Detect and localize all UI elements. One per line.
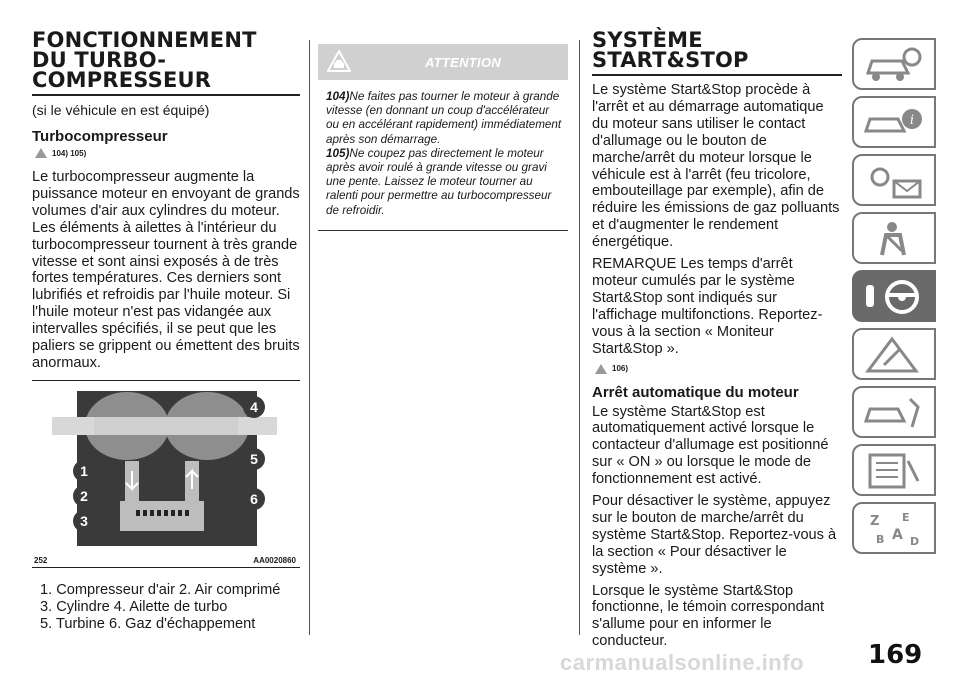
figure-code: AA0020860 xyxy=(253,556,296,565)
svg-text:D: D xyxy=(910,535,920,548)
light-message-icon xyxy=(862,161,926,201)
page-number: 169 xyxy=(868,640,923,670)
tab-emergency[interactable] xyxy=(852,328,936,380)
svg-text:A: A xyxy=(892,527,903,543)
callout-3: 3 xyxy=(80,513,88,529)
callout-5: 5 xyxy=(250,451,258,467)
chapter-tabs xyxy=(852,38,936,560)
warning-triangle-icon xyxy=(594,363,608,375)
seatbelt-icon xyxy=(862,219,926,259)
car-search-icon xyxy=(862,45,926,85)
turbo-subtitle: (si le véhicule en est équipé) xyxy=(32,102,210,118)
steering-wheel-icon xyxy=(862,277,926,317)
svg-text:Z: Z xyxy=(870,514,880,529)
turbo-title: FONCTIONNEMENT DU TURBO- COMPRESSEUR xyxy=(32,30,300,96)
startstop-p1: Le système Start&Stop est automatiquement activé lorsque le contacteur d'allumage est positionné sur « ON » ou lorsque le mode de fonctionnement est activé. xyxy=(592,403,829,488)
attention-item: 104)Ne faites pas tourner le moteur à grande vitesse (en donnant un coup d'accélérateur ou en accélérant rapidement) immédiatement après son démarrage. xyxy=(326,90,562,146)
startstop-title: SYSTÈME START&STOP xyxy=(592,30,842,76)
callout-1: 1 xyxy=(80,463,88,479)
alphabet-index-icon xyxy=(862,509,926,549)
startstop-ref: 106) xyxy=(594,363,842,375)
callout-4: 4 xyxy=(250,399,258,415)
column-divider xyxy=(579,40,580,635)
warning-tools-icon xyxy=(862,335,926,375)
turbo-refs: 104) 105) xyxy=(34,147,300,159)
turbo-body: Le turbocompresseur augmente la puissance moteur en envoyant de grands volumes d'air aux cylindres du moteur. Les éléments à ailettes à l'intérieur du turbocompresseur tournent à très grande vitesse et sont ainsi exposés à de très fortes températures. Ces derniers sont lubrifiés et refroidis par l'huile moteur. Si l'huile moteur n'est pas vidangée aux intervalles spécifiés, il se peut que les paliers se grippent ou émettent des bruits anormaux. xyxy=(32,169,300,371)
legend-line: 3. Cylindre 4. Ailette de turbo xyxy=(40,598,228,615)
attention-title: ATTENTION xyxy=(424,55,502,70)
attention-box xyxy=(318,44,568,231)
column-divider xyxy=(309,40,310,635)
tab-lights-messages[interactable] xyxy=(852,154,936,206)
figure-caption xyxy=(34,556,296,565)
tab-index[interactable] xyxy=(852,502,936,554)
figure-legend xyxy=(40,582,310,632)
attention-item: 105)Ne coupez pas directement le moteur après avoir roulé à grande vitesse ou gravi une pente. Laissez le moteur tourner au ralenti pour permettre au turbocompresseur de refroidir. xyxy=(326,146,552,217)
turbo-figure xyxy=(32,380,300,568)
startstop-p3: Lorsque le système Start&Stop fonctionne, le témoin correspondant s'allume pour en informer le conducteur. xyxy=(592,582,825,650)
turbocharger-illustration xyxy=(32,381,300,567)
legend-line: 1. Compresseur d'air 2. Air comprimé xyxy=(40,582,281,598)
attention-header xyxy=(318,44,568,80)
legend-line: 5. Turbine 6. Gaz d'échappement xyxy=(40,615,256,632)
tab-car-overview[interactable] xyxy=(852,38,936,90)
svg-text:i: i xyxy=(909,113,915,128)
tab-starting-driving[interactable] xyxy=(852,270,936,322)
figure-number: 252 xyxy=(34,556,48,565)
turbo-heading: Turbocompresseur xyxy=(32,128,168,145)
startstop-intro: Le système Start&Stop procède à l'arrêt et au démarrage automatique du moteur sans utiliser le contact d'allumage ou le bouton de marche/arrêt du moteur lorsque le véhicule est à l'arrêt (feu tricolore, embouteillage par exemple), afin de réduire les émissions de gaz polluants et d'augmenter le rendement énergétique. xyxy=(592,82,840,251)
svg-text:B: B xyxy=(876,533,885,546)
data-sheet-icon xyxy=(862,451,926,491)
turbo-section xyxy=(32,30,300,372)
attention-body xyxy=(318,80,568,231)
startstop-heading: Arrêt automatique du moteur xyxy=(592,383,799,401)
callout-6: 6 xyxy=(250,491,258,507)
warning-triangle-icon xyxy=(34,147,48,159)
car-info-icon xyxy=(862,103,926,143)
watermark: carmanualsonline.info xyxy=(560,650,804,675)
tab-safety[interactable] xyxy=(852,212,936,264)
tab-car-info[interactable] xyxy=(852,96,936,148)
tab-maintenance[interactable] xyxy=(852,386,936,438)
startstop-p2: Pour désactiver le système, appuyez sur le bouton de marche/arrêt du système Start&Stop. Reportez-vous à la section « Pour désactiver le système ». xyxy=(592,493,837,577)
startstop-section xyxy=(592,30,842,655)
svg-text:E: E xyxy=(902,511,910,524)
tab-technical-data[interactable] xyxy=(852,444,936,496)
callout-2: 2 xyxy=(80,488,88,504)
car-wrench-icon xyxy=(862,393,926,433)
startstop-remark: REMARQUE Les temps d'arrêt moteur cumulés par le système Start&Stop sont indiqués sur l'affichage multifonctions. Reportez-vous à la section « Moniteur Start&Stop ». xyxy=(592,256,823,357)
